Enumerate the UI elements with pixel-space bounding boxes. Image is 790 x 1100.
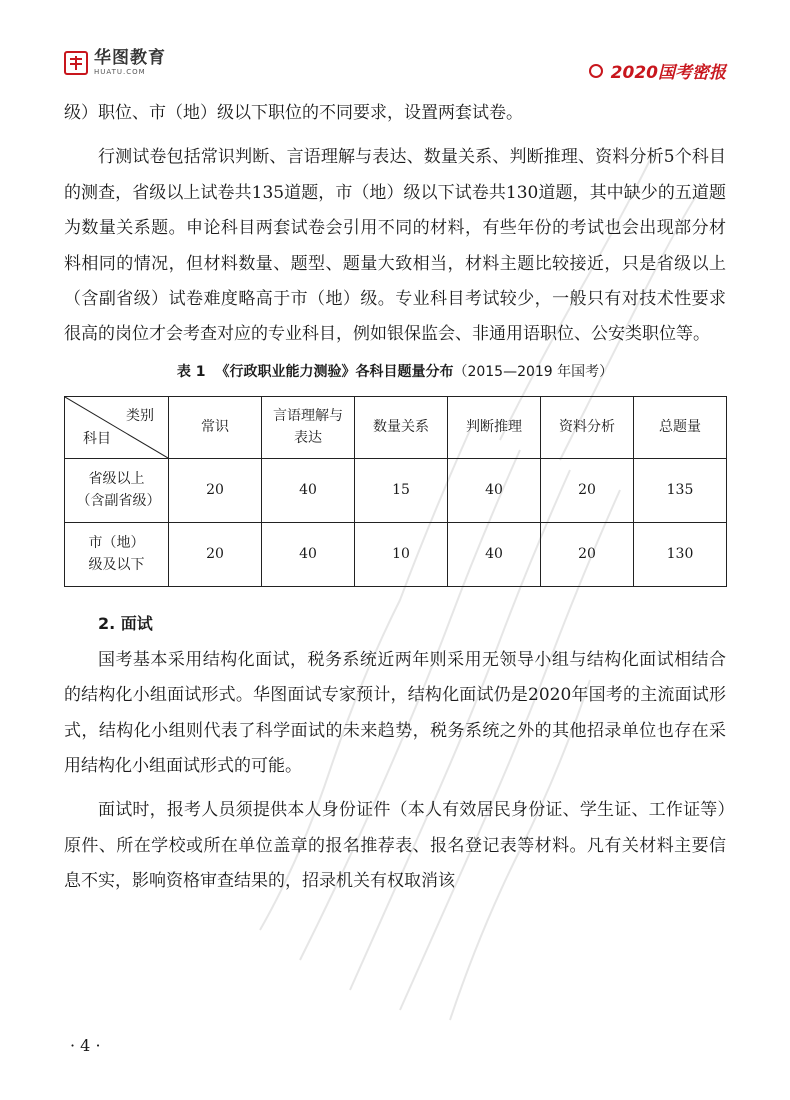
table-caption bbox=[64, 362, 726, 382]
table-cell: 130 bbox=[634, 522, 727, 586]
page-header bbox=[0, 0, 790, 90]
table-number: 表 1 bbox=[176, 363, 206, 380]
logo-domain: HUATU.COM bbox=[94, 68, 146, 76]
table-cell: 40 bbox=[262, 522, 355, 586]
table-title: 《行政职业能力测验》各科目题量分布 bbox=[215, 363, 454, 380]
corner-subject-label: 科目 bbox=[83, 430, 111, 447]
table-header-row bbox=[65, 396, 727, 458]
row-label-text: 市（地）级及以下 bbox=[88, 535, 145, 574]
column-header: 资料分析 bbox=[541, 396, 634, 458]
page-content bbox=[64, 96, 726, 900]
table-cell: 10 bbox=[355, 522, 448, 586]
table-title-suffix: （2015—2019 年国考） bbox=[453, 363, 614, 380]
table-cell: 15 bbox=[355, 458, 448, 522]
page-number: · 4 · bbox=[70, 1036, 101, 1055]
logo-name: 华图教育 bbox=[94, 48, 166, 68]
column-header: 常识 bbox=[169, 396, 262, 458]
section-heading: 2. 面试 bbox=[98, 613, 153, 633]
column-header: 数量关系 bbox=[355, 396, 448, 458]
column-header: 判断推理 bbox=[448, 396, 541, 458]
row-label bbox=[65, 522, 169, 586]
paragraph-documents: 面试时，报考人员须提供本人身份证件（本人有效居民身份证、学生证、工作证等）原件、所在学校或所在单位盖章的报名推荐表、报名登记表等材料。凡有关材料主要信息不实，影响资格审查结果的，招录机关有权取消该 bbox=[64, 800, 726, 892]
table-cell: 20 bbox=[541, 458, 634, 522]
paragraph-continuation: 级）职位、市（地）级以下职位的不同要求，设置两套试卷。 bbox=[64, 103, 523, 123]
table-cell: 20 bbox=[169, 522, 262, 586]
question-distribution-table bbox=[64, 396, 727, 587]
paragraph-xingce: 行测试卷包括常识判断、言语理解与表达、数量关系、判断推理、资料分析5个科目的测查，省级以上试卷共135道题，市（地）级以下试卷共130道题，其中缺少的五道题为数量关系题。申论科目两套试卷会引用不同的材料，有些年份的考试也会出现部分材料相同的情况，但材料数量、题型、题量大致相当，材料主题比较接近，只是省级以上（含副省级）试卷难度略高于市（地）级。专业科目考试较少，一般只有对技术性要求很高的岗位才会考查对应的专业科目，例如银保监会、非通用语职位、公安类职位等。 bbox=[64, 147, 726, 345]
column-header: 总题量 bbox=[634, 396, 727, 458]
brand-title bbox=[589, 58, 726, 83]
paragraph-interview: 国考基本采用结构化面试，税务系统近两年则采用无领导小组与结构化面试相结合的结构化小组面试形式。华图面试专家预计，结构化面试仍是2020年国考的主流面试形式，结构化小组则代表了科学面试的未来趋势，税务系统之外的其他招录单位也存在采用结构化小组面试形式的可能。 bbox=[64, 649, 726, 777]
table-cell: 40 bbox=[262, 458, 355, 522]
row-label bbox=[65, 458, 169, 522]
column-header-text: 言语理解与表达 bbox=[273, 408, 343, 447]
row-label-text: 省级以上（含副省级） bbox=[76, 471, 161, 510]
corner-category-label: 类别 bbox=[126, 407, 154, 424]
table-cell: 20 bbox=[169, 458, 262, 522]
brand-text: 2020国考密报 bbox=[610, 63, 726, 83]
table-cell: 135 bbox=[634, 458, 727, 522]
table-cell: 40 bbox=[448, 458, 541, 522]
table-row bbox=[65, 458, 727, 522]
table-cell: 20 bbox=[541, 522, 634, 586]
table-corner-cell bbox=[65, 396, 169, 458]
column-header bbox=[262, 396, 355, 458]
huatu-logo-icon bbox=[64, 51, 88, 75]
huatu-logo bbox=[64, 50, 166, 76]
table-cell: 40 bbox=[448, 522, 541, 586]
circle-icon bbox=[589, 64, 603, 78]
table-row bbox=[65, 522, 727, 586]
